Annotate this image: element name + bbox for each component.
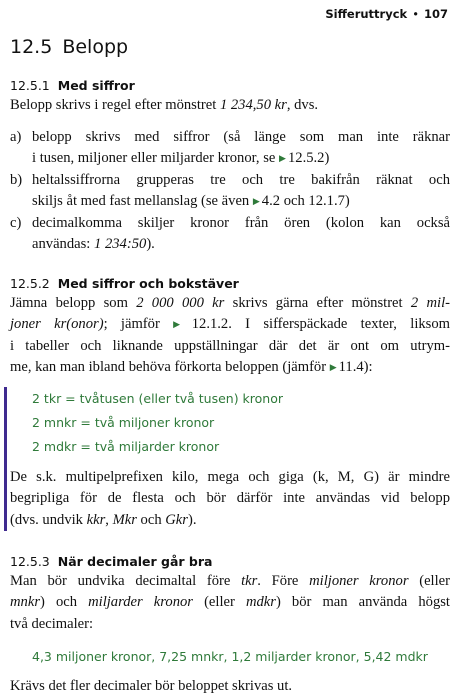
paragraph-intro (10, 95, 450, 116)
subsection-heading-1 (10, 78, 135, 93)
paragraph-closing: Krävs det fler decimaler bör beloppet skrivas ut. (10, 678, 293, 694)
example-line: 2 mdkr = två miljarder kronor (32, 439, 220, 454)
sidebar-rule (4, 387, 7, 531)
subsection-title: Med siffror och bokstäver (57, 276, 239, 291)
triangle-right-icon: ▶ (173, 319, 190, 330)
list-item: a) belopp skrivs med siffror (så länge som man inte räknar i tusen, miljoner eller miljarder kronor, se ▶ 12.5.2) (10, 129, 450, 167)
subsection-title: När decimaler går bra (57, 554, 213, 569)
triangle-right-icon: ▶ (252, 196, 260, 207)
subsection-number: 12.5.2 (10, 276, 50, 291)
paragraph-round-amounts: Jämna belopp som 2 000 000 kr skrivs gärna efter mönstret 2 mil- joner kr(onor); jämför ▶ 12.1.2. I sifferspäckade texter, liksom i tabeller och liknande uppställningar där det är ont om utrym- me, kan man ibland behöva förkorta beloppen (jämför ▶ 11.4): (10, 295, 450, 376)
paragraph-prefixes: De s.k. multipelprefixen kilo, mega och giga (k, M, G) är mindre begripliga för de flesta och bör därför inte användas vid belopp (dvs. undvik kkr, Mkr och Gkr). (10, 469, 450, 528)
chapter-title: Sifferuttryck (325, 7, 408, 21)
cross-reference[interactable]: 12.1.2. (191, 316, 232, 333)
list-marker: c) (10, 214, 22, 231)
rules-list (10, 127, 450, 255)
cross-reference[interactable]: 4.2 och 12.1.7) (261, 193, 350, 210)
page-number: 107 (423, 7, 448, 21)
subsection-title: Med siffror (57, 78, 135, 93)
list-item: b) heltalssiffrorna grupperas tre och tre bakifrån räknat och skiljs åt med fast mellanslag (se även ▶ 4.2 och 12.1.7) (10, 171, 450, 210)
paragraph-decimals: Man bör undvika decimaltal före tkr. Före miljoner kronor (eller mnkr) och miljarder kronor (eller mdkr) bör man använda högst två decimaler: (10, 573, 450, 632)
cross-reference[interactable]: 11.4): (338, 359, 373, 376)
section-title: Belopp (62, 36, 129, 58)
example-line: 2 mnkr = två miljoner kronor (32, 415, 215, 430)
list-marker: b) (10, 171, 23, 188)
section-heading (10, 36, 128, 58)
subsection-number: 12.5.3 (10, 554, 50, 569)
running-head (325, 7, 448, 21)
section-number: 12.5 (10, 36, 53, 58)
separator-dot: • (412, 7, 419, 21)
subsection-number: 12.5.1 (10, 78, 50, 93)
example-line: 2 tkr = tvåtusen (eller två tusen) kronor (32, 391, 284, 406)
triangle-right-icon: ▶ (329, 362, 337, 373)
triangle-right-icon: ▶ (279, 153, 286, 164)
example-line: 4,3 miljoner kronor, 7,25 mnkr, 1,2 miljarder kronor, 5,42 mdkr (32, 649, 428, 664)
subsection-heading-2 (10, 276, 239, 291)
list-marker: a) (10, 129, 22, 145)
text-line: Belopp skrivs i regel efter mönstret 1 234,50 kr, dvs. (10, 97, 319, 113)
cross-reference[interactable]: 12.5.2) (287, 150, 330, 167)
subsection-heading-3 (10, 554, 212, 569)
list-item: c) decimalkomma skiljer kronor från ören (kolon kan också användas: 1 234:50). (10, 214, 450, 253)
